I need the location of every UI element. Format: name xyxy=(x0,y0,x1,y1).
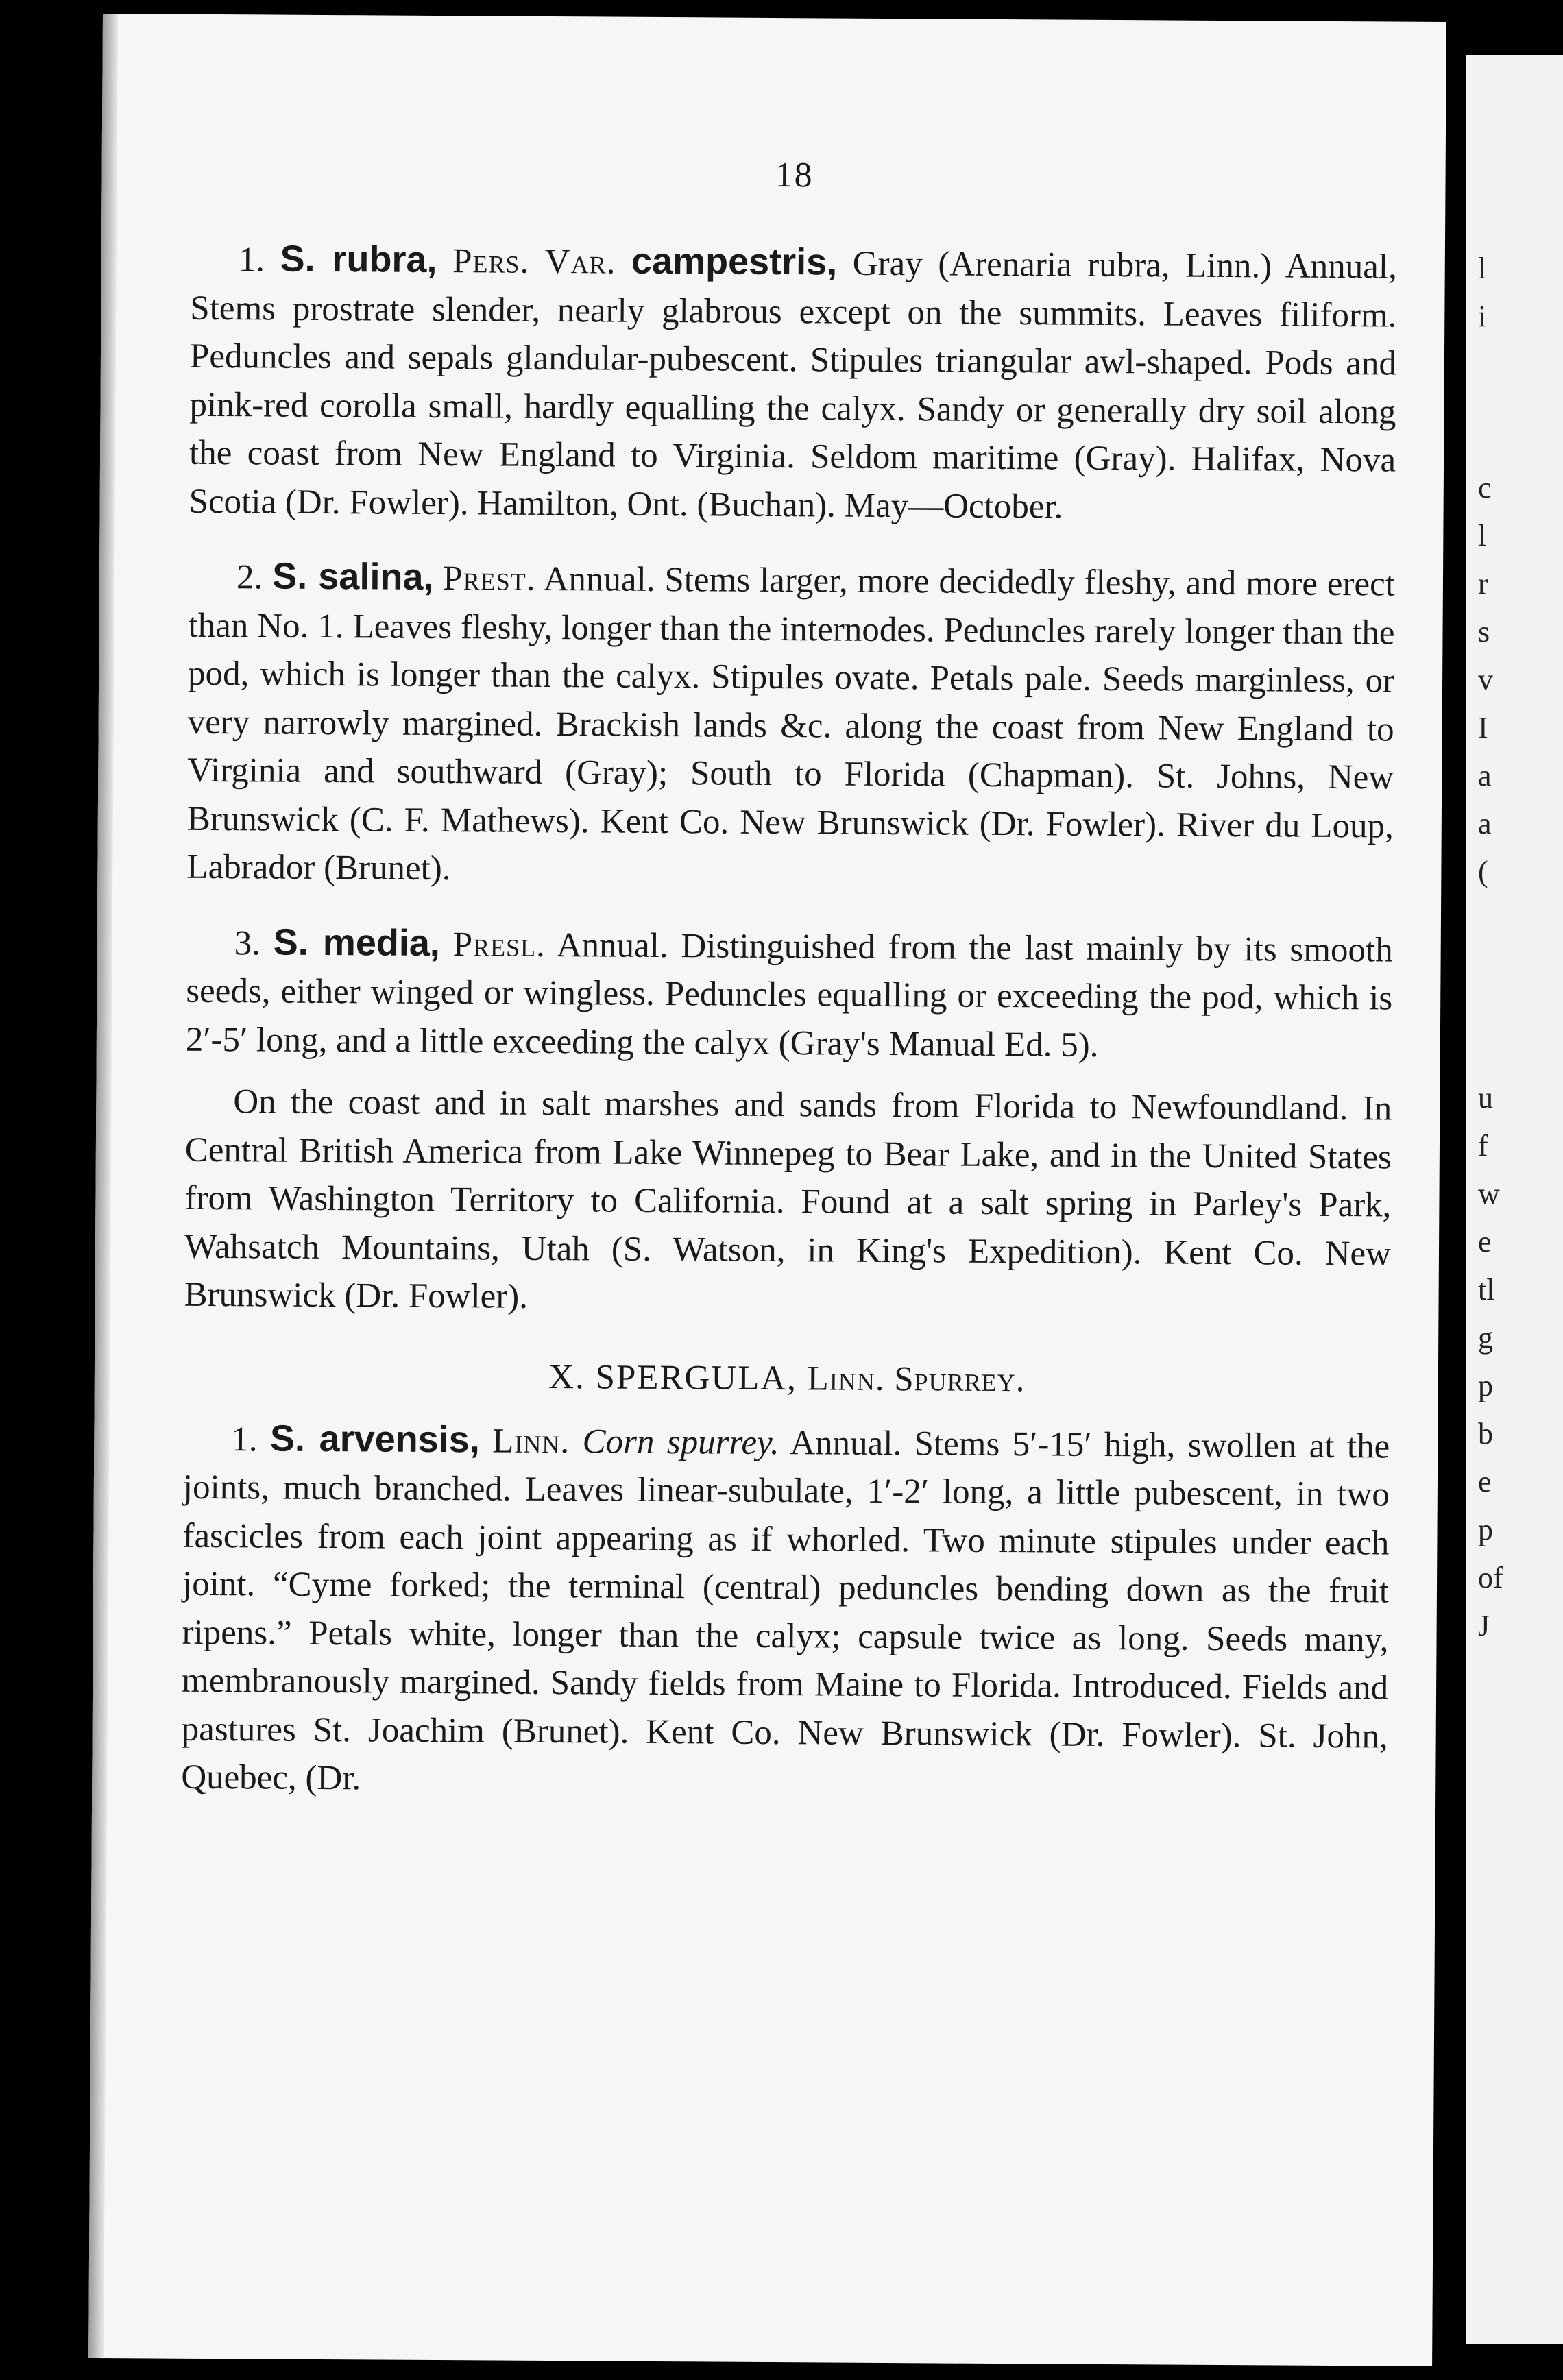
facing-page-fragment: e xyxy=(1478,1225,1492,1259)
species-authority: Linn. xyxy=(492,1422,570,1461)
entry-number: 3. xyxy=(234,923,261,962)
facing-page-edge xyxy=(1466,55,1563,2344)
facing-page-fragment: l xyxy=(1478,519,1487,552)
entry-number: 1. xyxy=(231,1420,258,1459)
facing-page-fragment: v xyxy=(1478,663,1493,696)
facing-page-fragment: g xyxy=(1478,1321,1493,1355)
facing-page-fragment: p xyxy=(1478,1369,1493,1402)
page-binding-edge xyxy=(88,14,118,2358)
facing-page-fragment: i xyxy=(1478,300,1487,333)
facing-page-fragment: c xyxy=(1478,471,1492,505)
species-description: Annual. Stems 5′-15′ high, swollen at the joints, much branched. Leaves linear-subulate, 1′-2′ long, a little pubescent, in two fascicles from each joint appearing as if whorled. Two minute stipules under each joint. “Cyme forked; the terminal (central) peduncles bending down as the fruit ripens.” Petals white, longer than the calyx; capsule twice as long. Seeds many, membranously margined. Sandy fields from Maine to Florida. Introduced. Fields and pastures St. Joachim (Brunet). Kent Co. New Brunswick (Dr. Fowler). St. John, Quebec, (Dr. xyxy=(181,1423,1390,1798)
facing-page-fragment: ( xyxy=(1478,855,1488,888)
species-name: S. salina, xyxy=(271,555,434,598)
facing-page-fragment: e xyxy=(1478,1465,1492,1498)
page-content xyxy=(181,151,1398,1835)
facing-page-fragment: I xyxy=(1478,711,1488,744)
genus-name: SPERGULA, xyxy=(595,1357,798,1398)
entry-number: 2. xyxy=(236,558,263,597)
variety-name: campestris, xyxy=(631,240,838,283)
genus-numeral: X. xyxy=(548,1357,586,1396)
facing-page-fragment: p xyxy=(1478,1513,1493,1546)
species-description: Annual. Stems larger, more decidedly fleshy, and more erect than No. 1. Leaves fleshy, longer than the internodes. Peduncles rarely longer than the pod, which is longer than the calyx. Stipules ovate. Petals pale. Seeds marginless, or very narrowly margined. Brackish lands &c. along the coast from New England to Virginia and southward (Gray); South to Florida (Chapman). St. Johns, New Brunswick (C. F. Mathews). Kent Co. New Brunswick (Dr. Fowler). River du Loup, Labrador (Brunet). xyxy=(186,559,1396,888)
species-entry-media xyxy=(186,917,1393,1071)
facing-page-fragment: of xyxy=(1478,1561,1503,1594)
facing-page-fragment: tl xyxy=(1478,1273,1495,1307)
genus-authority: Linn. Spurrey. xyxy=(807,1359,1026,1399)
species-description: Gray (Arenaria rubra, Linn.) Annual, Stems prostrate slender, nearly glabrous except on the summits. Leaves filiform. Peduncles and sepals glandular-pubescent. Stipules triangular awl-shaped. Pods and pink-red corolla small, hardly equalling the calyx. Sandy or generally dry soil along the coast from New England to Virginia. Seldom maritime (Gray). Halifax, Nova Scotia (Dr. Fowler). Hamilton, Ont. (Buchan). May—October. xyxy=(189,244,1397,526)
facing-page-fragment: r xyxy=(1478,567,1488,600)
species-name: S. rubra, xyxy=(280,238,437,280)
facing-page-fragment: s xyxy=(1478,615,1490,648)
species-authority: Pers. Var. xyxy=(452,242,616,282)
species-description: Annual. Distinguished from the last mainly by its smooth seeds, either winged or wingless. Peduncles equalling or exceeding the pod, which is 2′-5′ long, and a little exceeding the calyx (Gray's Manual Ed. 5). xyxy=(185,925,1393,1065)
facing-page-fragment: w xyxy=(1478,1177,1500,1211)
facing-page-fragment: b xyxy=(1478,1417,1493,1450)
species-authority: Prest. xyxy=(443,559,536,598)
species-name: S. arvensis, xyxy=(269,1418,481,1460)
common-name: Corn spurrey. xyxy=(582,1422,779,1462)
facing-page-fragment: a xyxy=(1478,807,1492,840)
facing-page-fragment: J xyxy=(1478,1609,1490,1642)
species-entry-arvensis xyxy=(181,1413,1390,1809)
genus-heading xyxy=(184,1355,1390,1402)
facing-page-fragment: f xyxy=(1478,1129,1488,1163)
page-number: 18 xyxy=(775,155,814,195)
media-distribution-paragraph: On the coast and in salt marshes and sands from Florida to Newfoundland. In Central British America from Lake Winnepeg to Bear Lake, and in the United States from Washington Territory to California. Found at a salt spring in Parley's Park, Wahsatch Mountains, Utah (S. Watson, in King's Expedition). Kent Co. New Brunswick (Dr. Fowler). xyxy=(184,1082,1392,1316)
species-name: S. media, xyxy=(273,921,441,964)
facing-page-fragment: a xyxy=(1478,759,1492,792)
species-entry-rubra xyxy=(189,234,1397,533)
entry-number: 1. xyxy=(238,241,265,280)
species-authority: Presl. xyxy=(452,925,546,964)
facing-page-fragment: l xyxy=(1478,252,1487,285)
species-entry-salina xyxy=(186,552,1395,899)
book-page xyxy=(88,14,1446,2366)
facing-page-fragment: u xyxy=(1478,1081,1493,1115)
